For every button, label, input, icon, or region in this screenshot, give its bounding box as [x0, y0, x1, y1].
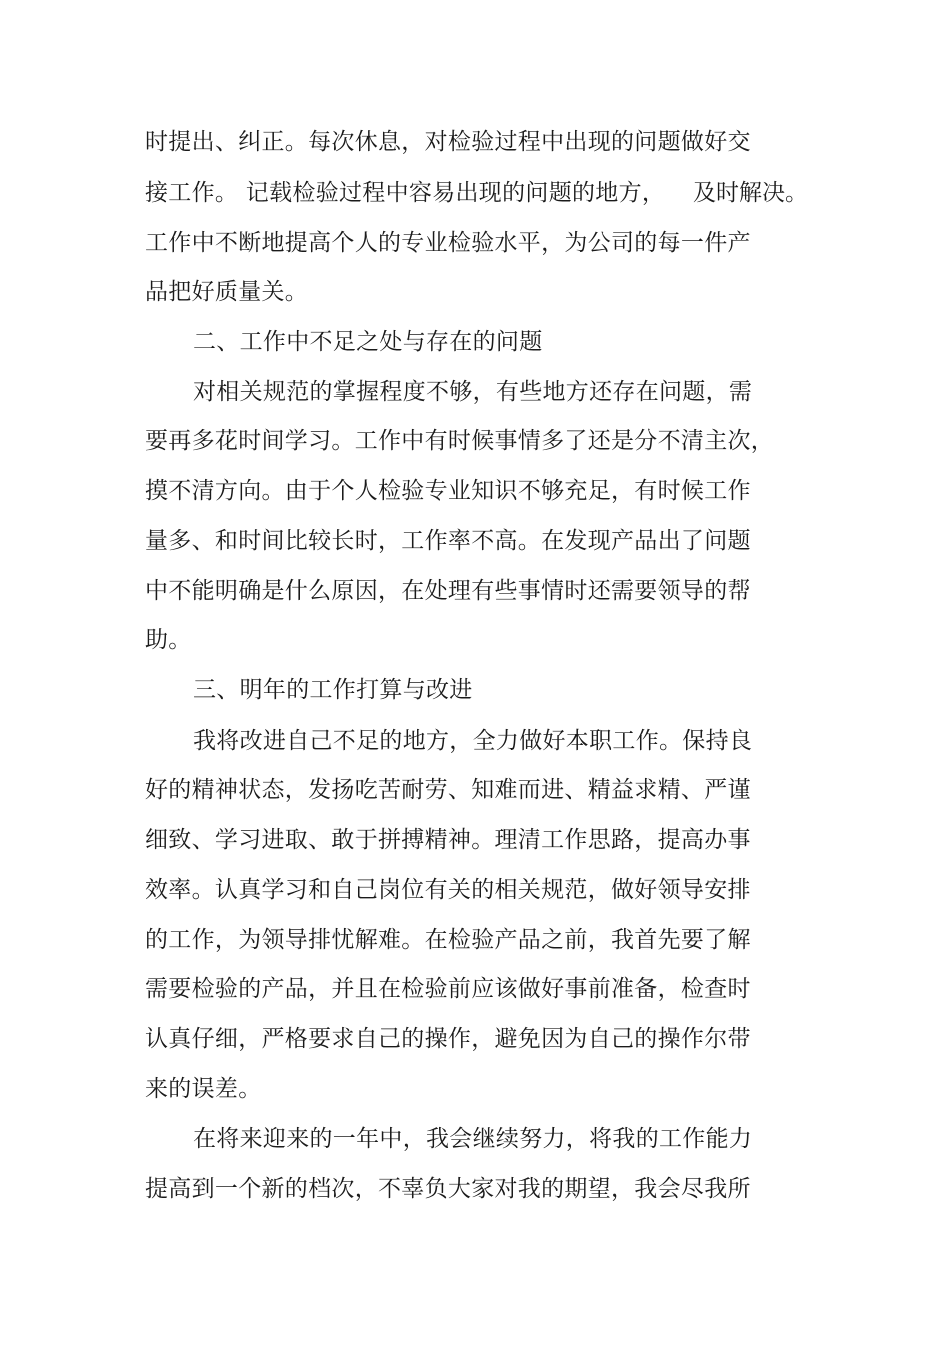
paragraph-line: 来的误差。 — [145, 1076, 262, 1102]
section-heading-3: 三、明年的工作打算与改进 — [193, 677, 473, 703]
paragraph-line: 接工作。 记载检验过程中容易出现的问题的地方， — [145, 180, 666, 206]
paragraph-line: 需要检验的产品，并且在检验前应该做好事前准备，检查时 — [145, 976, 751, 1002]
paragraph-line: 的工作，为领导排忧解难。在检验产品之前，我首先要了解 — [145, 927, 751, 953]
paragraph-line: 好的精神状态，发扬吃苦耐劳、知难而进、精益求精、严谨 — [145, 777, 751, 803]
paragraph-line: 对相关规范的掌握程度不够，有些地方还存在问题，需 — [193, 379, 753, 405]
paragraph-line: 工作中不断地提高个人的专业检验水平，为公司的每一件产 — [145, 230, 751, 256]
paragraph-line: 我将改进自己不足的地方，全力做好本职工作。保持良 — [193, 728, 753, 754]
paragraph-line: 量多、和时间比较长时，工作率不高。在发现产品出了问题 — [145, 528, 751, 554]
paragraph-line: 在将来迎来的一年中，我会继续努力，将我的工作能力 — [193, 1126, 753, 1152]
paragraph-line: 时提出、纠正。每次休息，对检验过程中出现的问题做好交 — [145, 129, 751, 155]
paragraph-line: 品把好质量关。 — [145, 279, 309, 305]
paragraph-line: 要再多花时间学习。工作中有时候事情多了还是分不清主次， — [145, 428, 775, 454]
paragraph-line: 认真仔细，严格要求自己的操作，避免因为自己的操作尔带 — [145, 1026, 751, 1052]
paragraph-line: 提高到一个新的档次，不辜负大家对我的期望，我会尽我所 — [145, 1176, 751, 1202]
paragraph-line: 中不能明确是什么原因，在处理有些事情时还需要领导的帮 — [145, 578, 751, 604]
paragraph-line: 效率。认真学习和自己岗位有关的相关规范，做好领导安排 — [145, 877, 751, 903]
section-heading-2: 二、工作中不足之处与存在的问题 — [193, 329, 543, 355]
paragraph-line-tail: 及时解决。 — [693, 180, 808, 206]
paragraph-line: 细致、学习进取、敢于拼搏精神。理清工作思路，提高办事 — [145, 827, 751, 853]
paragraph-line: 助。 — [145, 627, 192, 653]
paragraph-line: 摸不清方向。由于个人检验专业知识不够充足，有时候工作 — [145, 478, 751, 504]
